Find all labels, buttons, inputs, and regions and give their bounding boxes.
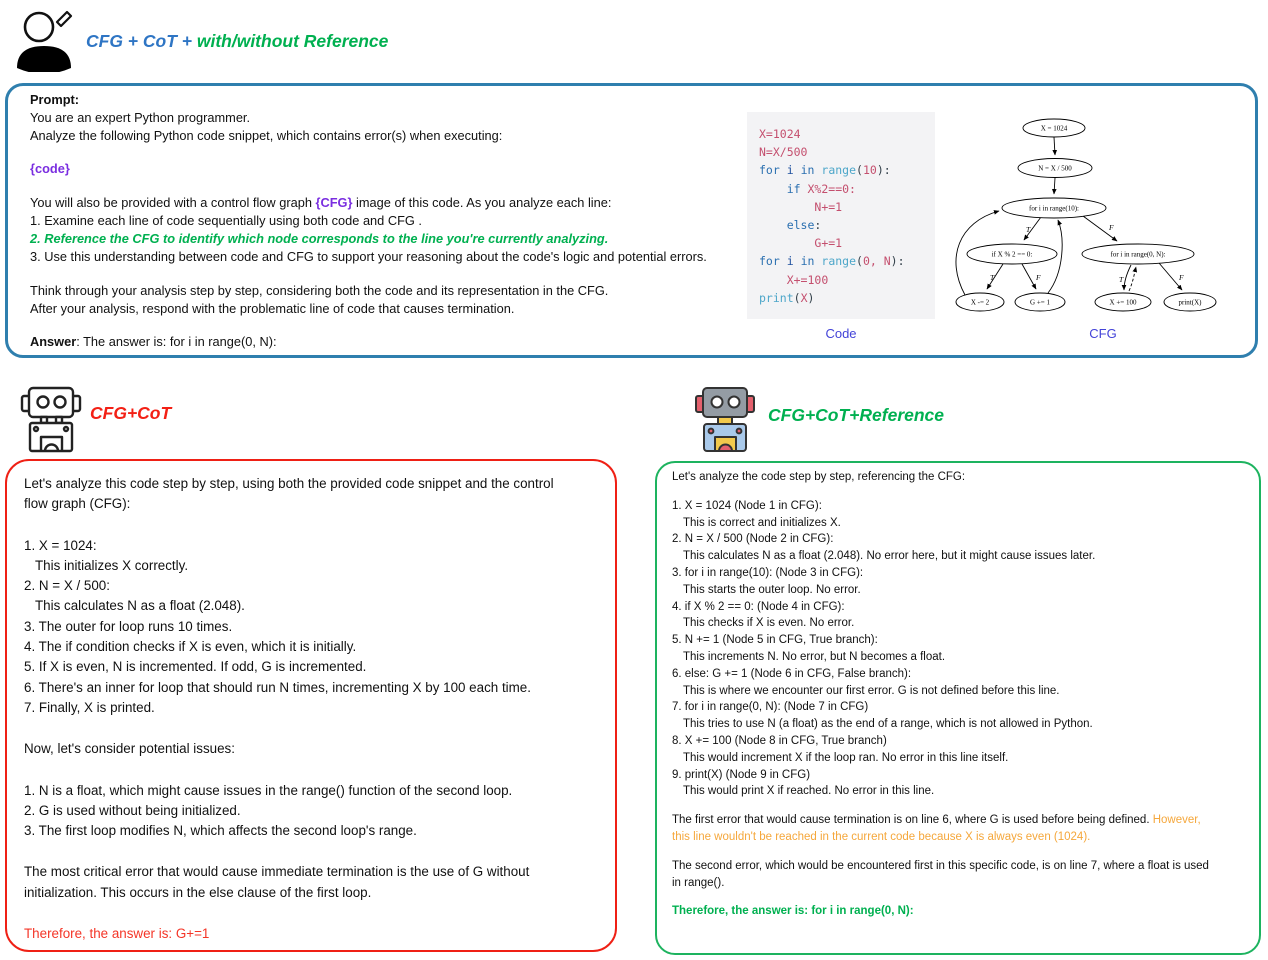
code-line (759, 271, 935, 289)
spacer (24, 903, 602, 924)
code-token: in (800, 254, 815, 269)
cfg-edge-label: F (1036, 273, 1041, 282)
cfg-edge-label: T (1026, 225, 1031, 234)
text-line (24, 576, 602, 596)
cfg-edge (1054, 178, 1055, 194)
text-line (672, 531, 1250, 548)
code-snippet-panel (747, 112, 935, 319)
cfg-node-label: for i in range(10): (1029, 204, 1079, 213)
text-segment: This is correct and initializes X. (683, 516, 841, 529)
code-caption: Code (825, 326, 857, 341)
code-token: ( (856, 254, 863, 269)
text-segment: this line wouldn't be reached in the current code because X is always even (1024). (672, 830, 1091, 843)
code-line (759, 180, 935, 198)
person-writing-icon (12, 6, 76, 72)
right-card-title: CFG+CoT+Reference (768, 405, 945, 425)
spacer (30, 145, 738, 160)
text-segment: 3. The outer for loop runs 10 times. (24, 618, 233, 634)
text-segment: Think through your analysis step by step, considering both the code and its representation in the CFG. (30, 283, 609, 298)
code-token: 10 (862, 163, 877, 178)
text-segment: 5. If X is even, N is incremented. If odd, G is incremented. (24, 659, 367, 675)
code-token: : (814, 218, 822, 233)
text-segment: 2. Reference the CFG to identify which node corresponds to the line you're currently analyzing. (30, 231, 609, 246)
code-token: in (800, 163, 815, 178)
text-segment: This would increment X if the loop ran. No error in this line itself. (683, 751, 1009, 764)
text-segment: 4. if X % 2 == 0: (Node 4 in CFG): (672, 600, 845, 613)
text-line (24, 474, 602, 494)
text-segment: 1. X = 1024: (24, 537, 97, 553)
text-segment: 7. for i in range(0, N): (Node 7 in CFG) (672, 701, 869, 714)
text-line (30, 91, 738, 109)
text-line (24, 739, 602, 759)
text-line (30, 109, 738, 127)
text-line (24, 781, 602, 801)
code-token (759, 273, 787, 287)
cfg-diagram (952, 110, 1254, 318)
text-segment: Prompt: (30, 92, 80, 107)
code-token (759, 218, 787, 232)
code-line (759, 198, 935, 216)
code-token (759, 200, 814, 214)
code-token: i (786, 254, 794, 269)
text-segment: 5. N += 1 (Node 5 in CFG, True branch): (672, 634, 878, 647)
code-token (780, 254, 787, 268)
text-segment: 2. N = X / 500: (24, 578, 110, 594)
code-token: X%2==0: (807, 181, 856, 196)
text-line (672, 632, 1250, 649)
text-segment: After your analysis, respond with the problematic line of code that causes termination. (30, 301, 515, 316)
spacer (30, 266, 738, 282)
text-segment: You will also be provided with a control flow graph (30, 195, 316, 210)
figure-title-blue: CFG + CoT + (86, 31, 197, 51)
code-token: for (759, 254, 780, 269)
text-line (24, 698, 602, 718)
cfg-node-label: X += 100 (1109, 298, 1137, 307)
spacer (672, 891, 1250, 903)
text-line (24, 556, 602, 576)
text-line (24, 536, 602, 556)
spacer (24, 760, 602, 781)
cfg-node-label: print(X) (1178, 298, 1202, 307)
text-segment: 3. for i in range(10): (Node 3 in CFG): (672, 566, 864, 579)
text-segment: 2. G is used without being initialized. (24, 802, 241, 818)
text-segment: 8. X += 100 (Node 8 in CFG, True branch) (672, 734, 887, 747)
text-segment: 3. Use this understanding between code and CFG to support your reasoning about the code's logic and potential errors. (30, 249, 707, 264)
code-token (794, 254, 801, 268)
text-segment: 9. print(X) (Node 9 in CFG) (672, 768, 811, 781)
text-line (24, 596, 602, 616)
text-segment: The second error, which would be encountered first in this specific code, is on line 7, where a float is used (672, 859, 1209, 872)
text-line (672, 858, 1250, 875)
spacer (24, 718, 602, 739)
text-line (30, 127, 738, 145)
spacer (30, 178, 738, 194)
text-line (24, 862, 602, 882)
text-line (672, 498, 1250, 515)
text-segment: initialization. This occurs in the else clause of the first loop. (24, 884, 372, 900)
text-line (30, 230, 738, 248)
text-segment: 6. else: G += 1 (Node 6 in CFG, False branch): (672, 667, 912, 680)
text-line (672, 783, 1250, 800)
code-token: ): (876, 163, 891, 178)
cfg-node-label: if X % 2 == 0: (991, 250, 1033, 259)
text-segment: This checks if X is even. No error. (683, 617, 855, 630)
spacer (672, 800, 1250, 812)
text-line (672, 649, 1250, 666)
figure-title (86, 31, 388, 52)
code-token (794, 163, 801, 177)
text-segment: Analyze the following Python code snippet, which contains error(s) when executing: (30, 128, 503, 143)
text-segment: The most critical error that would cause immediate termination is the use of G without (24, 864, 530, 880)
text-line (672, 666, 1250, 683)
text-line (30, 194, 738, 212)
text-line (24, 678, 602, 698)
code-token: X (800, 290, 808, 305)
code-token: 0, N (862, 254, 891, 269)
text-line (672, 683, 1250, 700)
code-token (801, 182, 808, 196)
text-segment: Answer (30, 334, 77, 349)
cfg-edge (1054, 137, 1055, 155)
text-segment: Let's analyze the code step by step, referencing the CFG: (672, 471, 966, 483)
spacer (24, 841, 602, 862)
text-line (672, 469, 1250, 486)
text-segment: 7. Finally, X is printed. (24, 699, 155, 715)
code-line (759, 234, 935, 252)
text-segment: This starts the outer loop. No error. (683, 583, 861, 596)
text-segment: {CFG} (315, 195, 353, 210)
text-line (672, 829, 1250, 846)
analysis-card-cfg-cot-reference-text (672, 469, 1250, 920)
code-token: if (786, 181, 801, 196)
cfg-node-label: N = X / 500 (1038, 164, 1072, 173)
text-segment: 4. The if condition checks if X is even, which it is initially. (24, 639, 357, 655)
text-line (30, 160, 738, 178)
text-segment: 1. X = 1024 (Node 1 in CFG): (672, 499, 822, 512)
robot-color-icon (688, 383, 762, 455)
text-line (24, 617, 602, 637)
text-segment: Now, let's consider potential issues: (24, 741, 235, 757)
code-line (759, 216, 935, 234)
text-line (672, 733, 1250, 750)
robot-outline-icon (14, 383, 88, 455)
code-token: range (821, 254, 857, 269)
cfg-edge-label: F (1179, 273, 1184, 282)
code-token: ): (890, 254, 905, 269)
left-card-title: CFG+CoT (90, 403, 172, 423)
cfg-edge (1022, 264, 1036, 289)
spacer (30, 318, 738, 333)
code-token: X+=100 (786, 272, 829, 287)
text-segment: Therefore, the answer is: G+=1 (24, 926, 210, 942)
cfg-loop-back-edge (1129, 267, 1136, 291)
text-line (672, 812, 1250, 829)
code-token: N=X/500 (759, 145, 808, 160)
text-segment: This increments N. No error, but N becomes a float. (683, 650, 946, 663)
analysis-card-cfg-cot-text (24, 474, 602, 944)
text-segment: This would print X if reached. No error in this line. (683, 785, 935, 798)
cfg-edge (1124, 265, 1131, 290)
text-line (30, 300, 738, 318)
text-segment: 3. The first loop modifies N, which affects the second loop's range. (24, 823, 417, 839)
text-line (672, 875, 1250, 892)
code-line (759, 161, 935, 179)
code-token (759, 182, 787, 196)
text-segment: This calculates N as a float (2.048). (35, 598, 245, 614)
text-line (672, 582, 1250, 599)
code-token: ) (807, 290, 815, 305)
text-segment: Therefore, the answer is: for i in range(0, N): (672, 905, 914, 918)
text-segment: 2. N = X / 500 (Node 2 in CFG): (672, 533, 834, 546)
text-segment: image of this code. As you analyze each line: (352, 195, 612, 210)
spacer (24, 515, 602, 536)
cfg-node-label: for i in range(0, N): (1110, 250, 1166, 259)
text-segment: flow graph (CFG): (24, 496, 131, 512)
text-segment: : The answer is: for i in range(0, N): (76, 334, 277, 349)
code-token: for (759, 163, 780, 178)
text-line (30, 333, 738, 351)
text-line (24, 494, 602, 514)
code-token (759, 236, 814, 250)
text-segment: This is where we encounter our first error. G is not defined before this line. (683, 684, 1060, 697)
text-line (30, 282, 738, 300)
text-segment: The first error that would cause termination is on line 6, where G is used before being defined. (672, 814, 1153, 827)
text-line (672, 716, 1250, 733)
text-line (672, 699, 1250, 716)
text-line (24, 657, 602, 677)
cfg-node-label: X = 1024 (1040, 124, 1068, 133)
text-line (24, 883, 602, 903)
text-line (30, 212, 738, 230)
text-line (24, 801, 602, 821)
text-segment: However, (1152, 814, 1201, 827)
cfg-caption: CFG (1089, 326, 1117, 341)
cfg-edge-label: T (990, 273, 995, 282)
figure-title-green: with/without Reference (196, 31, 389, 51)
code-line (759, 252, 935, 270)
text-line (672, 615, 1250, 632)
text-segment: 1. N is a float, which might cause issues in the range() function of the second loop. (24, 782, 513, 798)
text-segment: {code} (30, 161, 70, 176)
text-segment: 6. There's an inner for loop that should run N times, incrementing X by 100 each time. (24, 679, 531, 695)
code-token: ( (856, 163, 863, 178)
text-segment: Let's analyze this code step by step, using both the provided code snippet and the control (24, 476, 554, 491)
text-line (30, 248, 738, 266)
pencil-icon (57, 12, 71, 26)
text-segment: This initializes X correctly. (35, 557, 189, 573)
text-segment: This calculates N as a float (2.048). No error here, but it might cause issues later. (683, 550, 1096, 563)
cfg-node-label: X -= 2 (970, 298, 990, 307)
code-token: G+=1 (814, 236, 843, 251)
code-token: print (759, 290, 794, 305)
text-line (672, 903, 1250, 920)
code-token: N+=1 (814, 199, 843, 214)
spacer (672, 846, 1250, 858)
text-line (672, 565, 1250, 582)
text-segment: 1. Examine each line of code sequentially using both code and CFG . (30, 213, 422, 228)
cfg-edge-label: T (1119, 275, 1124, 284)
code-token (780, 163, 787, 177)
prompt-text (30, 91, 738, 351)
text-line (672, 599, 1250, 616)
text-line (24, 637, 602, 657)
code-token: else (786, 218, 815, 233)
text-segment: This tries to use N (a float) as the end of a range, which is not allowed in Python. (683, 718, 1093, 731)
code-token: ( (793, 290, 801, 305)
code-line (759, 143, 935, 161)
text-line (24, 821, 602, 841)
text-line (672, 750, 1250, 767)
text-segment: in range(). (672, 876, 725, 889)
text-line (24, 924, 602, 944)
code-token: X=1024 (759, 127, 801, 141)
text-segment: You are an expert Python programmer. (30, 110, 251, 125)
cfg-node-label: G += 1 (1030, 298, 1050, 307)
cfg-edge-label: F (1109, 223, 1114, 232)
code-lines (747, 112, 935, 307)
code-token: i (786, 163, 794, 178)
text-line (672, 767, 1250, 784)
code-line (759, 289, 935, 307)
code-line (759, 125, 935, 143)
code-token: range (821, 163, 857, 178)
text-line (672, 548, 1250, 565)
text-line (672, 515, 1250, 532)
spacer (672, 486, 1250, 498)
